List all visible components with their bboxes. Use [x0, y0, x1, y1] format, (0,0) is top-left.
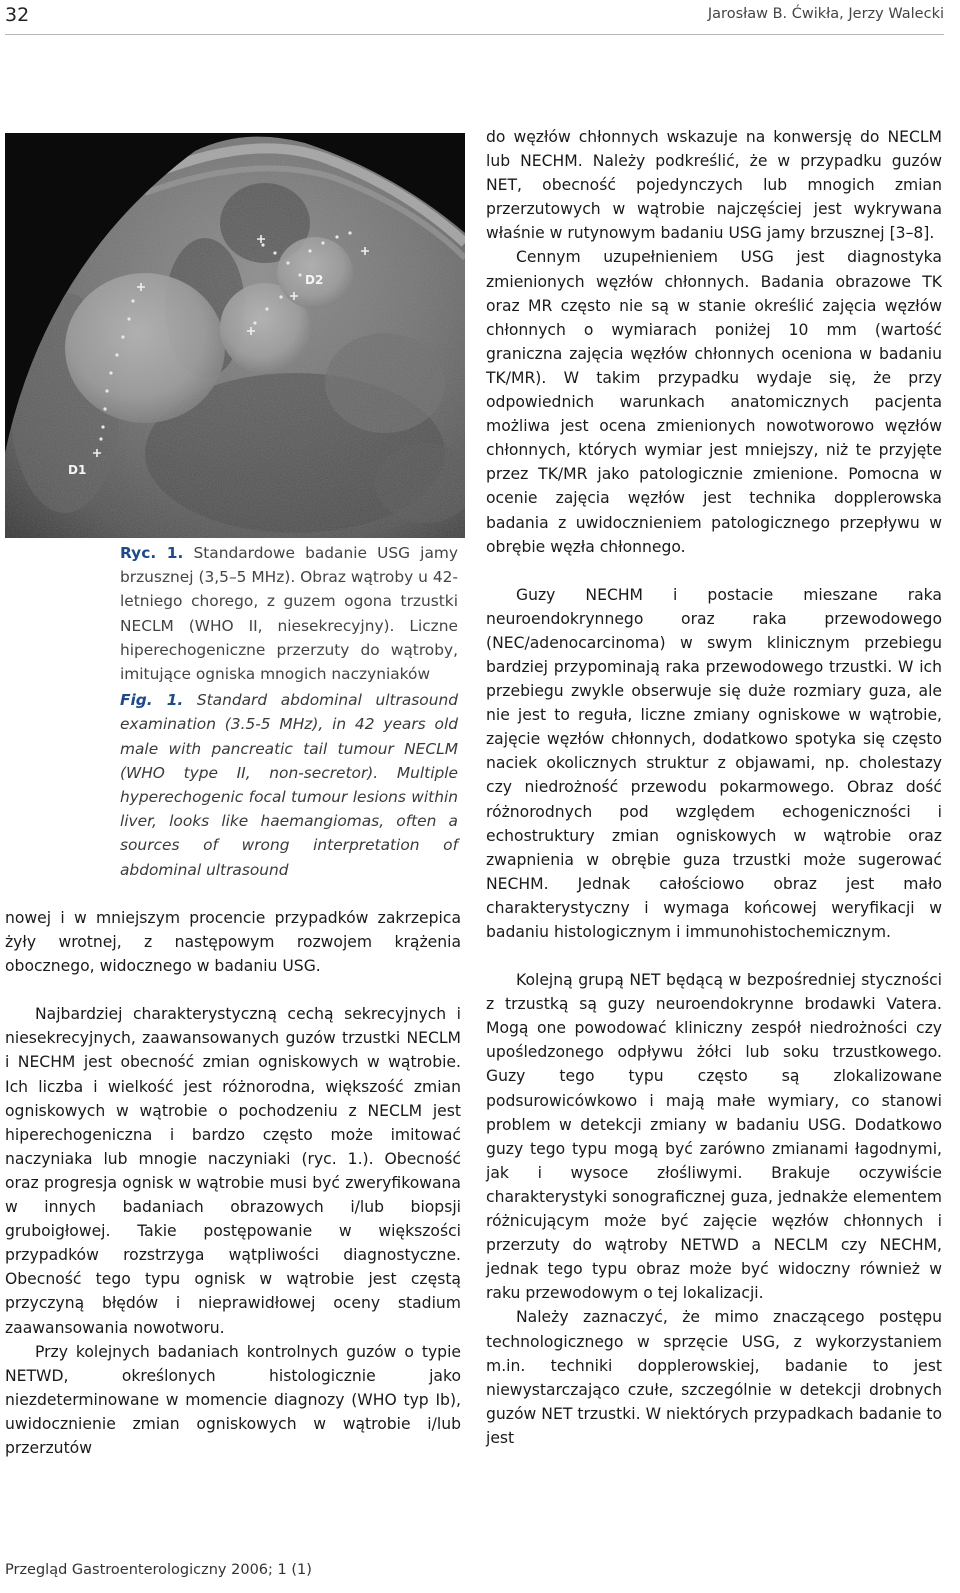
caption-polish — [120, 541, 458, 686]
caption-polish-text: Standardowe badanie USG jamy brzusznej (3,5–5 MHz). Obraz wątroby u 42-letniego chorego, z guzem ogona trzustki NECLM (WHO II, niesekrecyjny). Liczne hiperechogeniczne przerzuty do wątroby, imitujące ogniska mnogich naczyniaków — [120, 544, 458, 684]
figure-caption — [120, 541, 458, 882]
journal-footer: Przegląd Gastroenterologiczny 2006; 1 (1) — [5, 1562, 312, 1578]
paragraph: Najbardziej charakterystyczną cechą sekrecyjnych i niesekrecyjnych, zaawansowanych guzów trzustki NECLM i NECHM jest obecność zmian ogniskowych w wątrobie. Ich liczba i wielkość jest różnorodna, większość zmian ogniskowych w wątrobie o pochodzeniu z NECLM jest hiperechogeniczna i bardzo często może imitować naczyniaka lub mnogie naczyniaki (ryc. 1.). Obecność oraz progresja ognisk w wątrobie musi być zweryfikowana w innych badaniach obrazowych i/lub biopsji gruboigłowej. Takie postępowanie w większości przypadków rozstrzyga wątpliwości diagnostyczne. Obecność tego typu ognisk w wątrobie jest częstą przyczyną błędów i nieprawidłowej oceny stadium zaawansowania nowotworu. — [5, 1005, 461, 1337]
page-number: 32 — [5, 4, 30, 26]
figure-label-d1: D1 — [68, 463, 87, 477]
paragraph: nowej i w mniejszym procencie przypadków zakrzepica żyły wrotnej, z następowym rozwojem krążenia obocznego, widocznego w badaniu USG. — [5, 909, 461, 976]
caption-english-text: Standard abdominal ultrasound examination (3.5-5 MHz), in 42 years old male with pancreatic tail tumour NECLM (WHO type II, non-secretor). Multiple hyperechogenic focal tumour lesions within liver, looks like haemangiomas, often a sources of wrong interpretation of abdominal ultrasound — [120, 691, 458, 879]
paragraph: Kolejną grupą NET będącą w bezpośredniej styczności z trzustką są guzy neuroendokrynne brodawki Vatera. Mogą one powodować kliniczny zespół niedrożności czy upośledzonego odpływu żółci lub soku trzustkowego. Guzy tego typu często są zlokalizowane podsurowicówkowo i mają małe wymiary, co stanowi problem w detekcji zmiany w badaniu USG. Dodatkowo guzy tego typu mogą być zarówno zmianami łagodnymi, jak i wysoce złośliwymi. Brakuje oczywiście charakterystyki sonograficznej guza, jednakże elementem różnicującym może być zajęcie węzłów chłonnych i przerzuty do wątroby NETWD a NECLM czy NECHM, jednak tego typu obraz może być widoczny również w raku przewodowym o tej lokalizacji. — [486, 971, 942, 1303]
figure-label-d2: D2 — [305, 273, 324, 287]
left-column — [5, 906, 461, 1460]
caption-polish-label: Ryc. 1. — [120, 544, 184, 562]
paragraph: Przy kolejnych badaniach kontrolnych guzów o typie NETWD, określonych histologicznie jako niezdeterminowane w momencie diagnozy (WHO typ Ib), uwidocznienie zmian ogniskowych w wątrobie i/lub przerzutów — [5, 1342, 461, 1457]
right-column — [486, 125, 942, 1450]
caption-english — [120, 688, 458, 882]
paragraph: Należy zaznaczyć, że mimo znaczącego postępu technologicznego w sprzęcie USG, z wykorzystaniem m.in. techniki dopplerowskiej, badanie to jest niewystarczająco czułe, szczególnie w detekcji drobnych guzów NET trzustki. W niektórych przypadkach badanie to jest — [486, 1308, 942, 1447]
running-head: Jarosław B. Ćwikła, Jerzy Walecki — [707, 6, 944, 22]
ultrasound-figure — [5, 133, 465, 538]
caption-english-label: Fig. 1. — [120, 691, 184, 710]
paragraph: Cennym uzupełnieniem USG jest diagnostyka zmienionych węzłów chłonnych. Badania obrazowe TK oraz MR często nie są w stanie określić zajęcia węzłów chłonnych o wymiarach poniżej 10 mm (wartość graniczna zajęcia węzłów chłonnych oceniona w badaniu TK/MR). W takim przypadku wydaje się, że przy odpowiednich warunkach anatomicznych pacjenta możliwa jest ocena zmienionych nowotworowo węzłów chłonnych, których wymiar jest mniejszy, niż te przyjęte przez TK/MR jako patologicznie zmienione. Pomocna w ocenie zajęcia węzłów jest technika dopplerowska badania z uwidocznieniem patologicznego przepływu w obrębie węzła chłonnego. — [486, 248, 942, 556]
paragraph: Guzy NECHM i postacie mieszane raka neuroendokrynnego oraz raka przewodowego (NEC/adenocarcinoma) w swym klinicznym przebiegu bardziej przypominają raka przewodowego trzustki. W ich przebiegu zwykle obserwuje się duże rozmiary guza, ale nie jest to reguła, liczne zmiany ogniskowe w wątrobie, zajęcie węzłów chłonnych, dodatkowo spotyka się często naciek okolicznych struktur z objawami, np. cholestazy czy niedrożność przewodu pokarmowego. Obraz dość różnorodnych pod względem echogeniczności i echostruktury zmian ogniskowych w wątrobie oraz zwapnienia w obrębie guza trzustki może sugerować NECHM. Jednak całościowo obraz jest mało charakterystyczny i wymaga końcowej weryfikacji w badaniu histologicznym i immunohistochemicznym. — [486, 585, 942, 941]
paragraph: do węzłów chłonnych wskazuje na konwersję do NECLM lub NECHM. Należy podkreślić, że w przypadku guzów NET, obecność pojedynczych lub mnogich zmian przerzutowych w wątrobie najczęściej jest wykrywana właśnie w rutynowym badaniu USG jamy brzusznej [3–8]. — [486, 128, 942, 243]
ultrasound-image — [5, 133, 465, 538]
header-rule — [5, 34, 944, 35]
